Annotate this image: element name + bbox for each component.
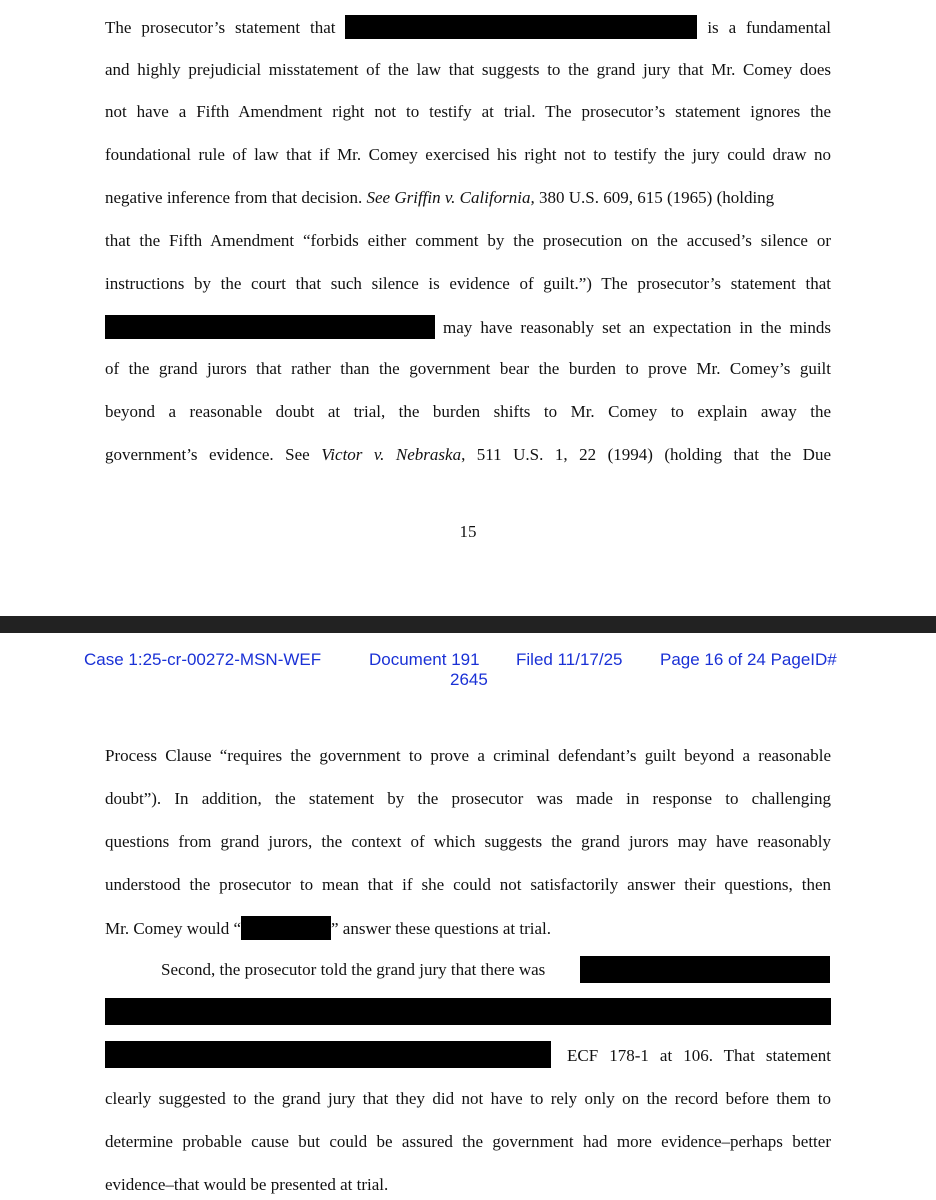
p15-line-11 [105,444,831,466]
redaction-block [241,916,331,940]
document-id: 2645 [450,670,488,689]
p16-line-4: understood the prosecutor to mean that if she could not satisfactorily answer their questions, then [105,875,831,894]
p15-line-4: foundational rule of law that if Mr. Comey exercised his right not to testify the jury could draw no [105,145,831,164]
p15-line-6: that the Fifth Amendment “forbids either comment by the prosecution on the accused’s silence or [105,231,831,250]
p15-text: is a fundamental [707,18,831,37]
redaction-block [580,956,830,983]
p15-line-8 [105,315,831,339]
p16-text: ” answer these questions at trial. [331,919,551,938]
p15-text: negative inference from that decision. [105,188,363,207]
p15-line-5 [105,187,831,209]
p16-text: Mr. Comey would “ [105,919,241,938]
p15-line-7: instructions by the court that such silence is evidence of guilt.”) The prosecutor’s statement that [105,274,831,293]
p16-line-3: questions from grand jurors, the context of which suggests the grand jurors may have reasonably [105,832,831,851]
redaction-block [345,15,697,39]
p15-line-3: not have a Fifth Amendment right not to testify at trial. The prosecutor’s statement ignores the [105,102,831,121]
p16-line-9: clearly suggested to the grand jury that they did not have to rely only on the record before them to [105,1089,831,1108]
p15-line-1 [105,15,831,39]
p15-text: government’s evidence. See [105,445,310,464]
p16-line-10: determine probable cause but could be assured the government had more evidence–perhaps better [105,1132,831,1151]
p16-line-6: Second, the prosecutor told the grand jury that there was [161,960,546,979]
citation-victor: Victor v. Nebraska [321,445,462,464]
p15-line-2: and highly prejudicial misstatement of the law that suggests to the grand jury that Mr. Comey does [105,60,831,79]
p16-line-1: Process Clause “requires the government to prove a criminal defendant’s guilt beyond a reasonable [105,746,831,765]
case-number: Case 1:25-cr-00272-MSN-WEF [84,650,322,669]
p15-text: , 511 U.S. 1, 22 (1994) (holding that the Due [461,445,831,464]
p16-line-5 [105,916,831,940]
p16-line-8: ECF 178-1 at 106. That statement [567,1046,831,1065]
redaction-block [105,1041,551,1068]
p15-text: may have reasonably set an expectation in the minds [443,318,832,337]
redaction-block [105,315,435,339]
p15-text: 380 U.S. 609, 615 (1965) (holding [539,188,775,207]
p15-line-10: beyond a reasonable doubt at trial, the burden shifts to Mr. Comey to explain away the [105,402,831,421]
redaction-block [105,998,831,1025]
filed-date: Filed 11/17/25 [516,650,623,669]
p16-line-2: doubt”). In addition, the statement by the prosecutor was made in response to challenging [105,789,831,808]
p16-line-11: evidence–that would be presented at trial. [105,1175,389,1194]
page-info: Page 16 of 24 PageID# [660,650,837,669]
page-number: 15 [459,522,477,541]
page-divider [0,616,936,633]
document-number: Document 191 [369,650,480,669]
p15-text: The prosecutor’s statement that [105,18,336,37]
citation-griffin: See Griffin v. California, [366,188,535,207]
p15-line-9: of the grand jurors that rather than the government bear the burden to prove Mr. Comey’s guilt [105,359,831,378]
